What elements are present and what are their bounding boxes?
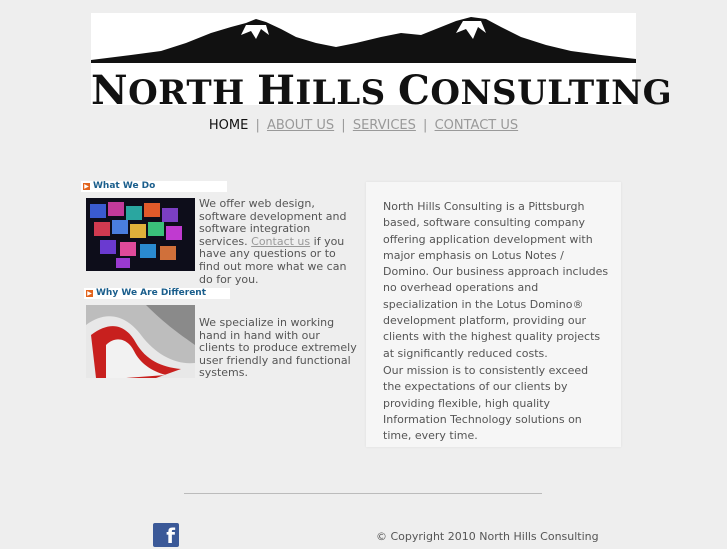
arrow-right-icon: ▶ bbox=[84, 183, 89, 190]
site-banner bbox=[91, 13, 673, 114]
nav-home[interactable]: HOME bbox=[208, 118, 249, 133]
arrow-right-icon: ▶ bbox=[87, 290, 92, 297]
main-nav bbox=[0, 118, 727, 133]
nav-separator: | bbox=[255, 118, 260, 133]
mountains-illustration bbox=[91, 13, 636, 73]
section-heading-different: ▶ Why We Are Different bbox=[84, 288, 230, 299]
nav-contact[interactable]: CONTACT US bbox=[434, 118, 519, 133]
logo-wordmark: NORTH HILLS CONSULTING bbox=[91, 67, 673, 114]
footer-divider bbox=[184, 493, 542, 494]
section-heading-what: ▶ What We Do bbox=[81, 181, 227, 192]
mission-paragraph: Our mission is to consistently exceed the expectations of our clients by providing flexible, high quality Information Technology solutions on time, every time. bbox=[383, 364, 589, 443]
copyright-text: © Copyright 2010 North Hills Consulting bbox=[376, 530, 599, 543]
nav-services[interactable]: SERVICES bbox=[352, 118, 416, 133]
facebook-glyph: f bbox=[166, 524, 175, 548]
nav-about[interactable]: ABOUT US bbox=[266, 118, 335, 133]
abstract-image bbox=[86, 305, 195, 378]
nav-separator: | bbox=[341, 118, 346, 133]
different-text: We specialize in working hand in hand with our clients to produce extremely user friendly and functional systems. bbox=[199, 316, 357, 380]
puzzle-image bbox=[86, 198, 195, 271]
about-card bbox=[366, 182, 621, 447]
contact-us-link[interactable]: Contact us bbox=[251, 234, 311, 248]
what-we-do-text: We offer web design, software development and software integration services. Contact us if you have any questions or to find out more what we can do for you. bbox=[199, 197, 347, 286]
nav-separator: | bbox=[423, 118, 428, 133]
facebook-icon[interactable] bbox=[153, 523, 179, 547]
about-paragraph: North Hills Consulting is a Pittsburgh based, software consulting company offering application development with major emphasis on Lotus Notes / Domino. Our business approach includes no overhead operations and specialization in the Lotus Domino® development platform, providing our clients with the highest quality projects at significantly reduced costs. bbox=[383, 200, 609, 360]
